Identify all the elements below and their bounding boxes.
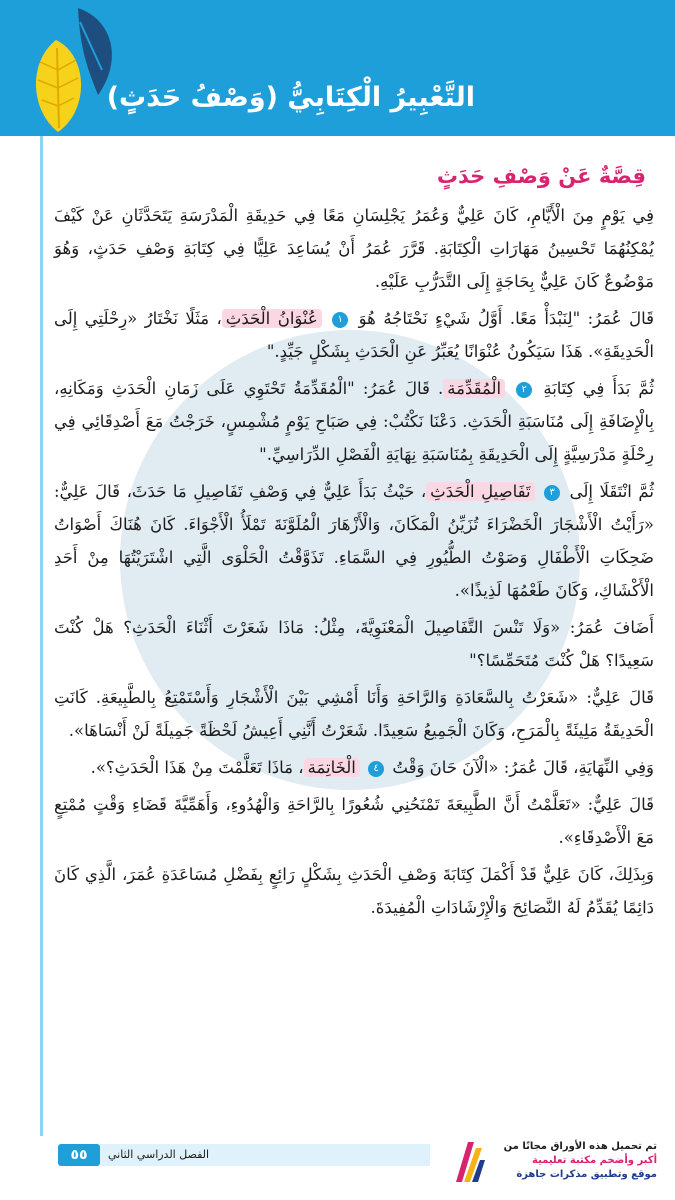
promo-line-3: موقع وتطبيق مذكرات جاهزة [516, 1169, 657, 1180]
paragraph-text: ثُمَّ انْتَقَلَا إِلَى [569, 482, 654, 501]
paragraph-intro: فِي يَوْمٍ مِنَ الْأَيَّامِ، كَانَ عَلِيٌّ وَعُمَرُ يَجْلِسَانِ مَعًا فِي حَدِيقَةِ الْمَدْرَسَةِ يَتَحَدَّثَانِ عَنْ كَيْفَ يُمْكِنُهُمَا تَحْسِينُ مَهَارَاتِ الْكِتَابَةِ. قَرَّرَ عُمَرُ أَنْ يُسَاعِدَ عَلِيًّا فِي كِتَابَةِ وَصْفِ حَدَثٍ، وَهُوَ مَوْضُوعٌ كَانَ عَلِيٌّ بِحَاجَةٍ إِلَى التَّدَرُّبِ عَلَيْهِ. [54, 206, 654, 291]
page-header [0, 0, 675, 136]
paragraph-text: ، مَاذَا تَعَلَّمْتَ مِنْ هَذَا الْحَدَثِ؟». [90, 758, 304, 777]
step-marker-4: ٤ [368, 761, 384, 777]
paragraph-text: قَالَ عُمَرُ: "لِنَبْدَأْ مَعًا. أَوَّلُ شَيْءٍ نَحْتَاجُهُ هُوَ [358, 309, 654, 328]
promo-text [457, 1140, 657, 1182]
paragraph-feelings: أَضَافَ عُمَرُ: «وَلَا تَنْسَ التَّفَاصِيلَ الْمَعْنَوِيَّةَ، مِثْلُ: مَاذَا شَعَرْتَ أَثْنَاءَ الْحَدَثِ؟ هَلْ كُنْتَ سَعِيدًا؟ هَلْ كُنْتَ مُتَحَمِّسًا؟" [54, 618, 654, 670]
paragraph-ending: وَبِذَلِكَ، كَانَ عَلِيٌّ قَدْ أَكْمَلَ كِتَابَةَ وَصْفِ الْحَدَثِ بِشَكْلٍ رَائِعٍ بِفَضْلِ مُسَاعَدَةِ عُمَرَ، الَّذِي كَانَ دَائِمًا يُقَدِّمُ لَهُ النَّصَائِحَ وَالْإِرْشَادَاتِ الْمُفِيدَةَ. [54, 865, 654, 917]
paragraph-details-step [54, 475, 654, 607]
highlight-conclusion: الْخَاتِمَة [304, 758, 360, 777]
promo-line-2: أكبر وأضخم مكتبة تعليمية [532, 1155, 657, 1166]
page-number: ٥٥ [58, 1144, 100, 1166]
leaf-decoration-icon [18, 0, 128, 136]
paragraph-lesson: قَالَ عَلِيٌّ: «تَعَلَّمْتُ أَنَّ الطَّبِيعَةَ تَمْنَحُنِي شُعُورًا بِالرَّاحَةِ وَالْهُدُوءِ، وَأَهَمِّيَّةَ قَضَاءِ وَقْتٍ مُمْتِعٍ مَعَ الْأَصْدِقَاءِ». [54, 795, 654, 847]
story-content [54, 160, 654, 928]
paragraph-title-step [54, 302, 654, 368]
story-title: قِصَّةٌ عَنْ وَصْفِ حَدَثٍ [436, 164, 646, 188]
page-footer [0, 1136, 675, 1200]
paragraph-text: ثُمَّ بَدَأَ فِي كِتَابَةِ [543, 379, 654, 398]
step-marker-2: ٢ [516, 382, 532, 398]
paragraph-text: وَفِي النِّهَايَةِ، قَالَ عُمَرُ: «الْآنَ حَانَ وَقْتُ [392, 758, 654, 777]
page-title: التَّعْبِيرُ الْكِتَابِيُّ (وَصْفُ حَدَثٍ) [106, 82, 475, 113]
promo-line-1: تم تحميل هذه الأوراق مجانًا من [503, 1141, 657, 1152]
paragraph-text: ، حَيْثُ بَدَأَ عَلِيٌّ فِي وَصْفِ تَفَاصِيلِ مَا حَدَثَ، قَالَ عَلِيٌّ: «رَأَيْتُ الْأَشْجَارَ الْخَضْرَاءَ تُزَيِّنُ الْمَكَانَ، وَالْأَزْهَارَ الْمُلَوَّنَةَ تَمْلَأُ الْأَجْوَاءَ. كَانَ هُنَاكَ أَصْوَاتُ ضَحِكَاتِ الْأَطْفَالِ وَصَوْتُ الطُّيُورِ فِي السَّمَاءِ. تَذَوَّقْتُ الْحَلْوَى الَّتِي اشْتَرَيْتُهَا مِنْ أَحَدِ الْأَكْشَاكِ، وَكَانَ طَعْمُهَا لَذِيذًا». [54, 482, 654, 600]
paragraph-text: ، مَثَلًا نَخْتَارُ «رِحْلَتِي إِلَى الْحَدِيقَةِ». هَذَا سَيَكُونُ عُنْوَانًا يُعَبِّرُ عَنِ الْحَدَثِ بِشَكْلٍ جَيِّدٍ." [54, 309, 654, 361]
highlight-event-title: عُنْوَانُ الْحَدَثِ [222, 309, 322, 328]
paragraph-intro-step [54, 372, 654, 471]
paragraph-text: . قَالَ عُمَرُ: "الْمُقَدِّمَةُ تَحْتَوِي عَلَى زَمَانِ الْحَدَثِ وَمَكَانِهِ، بِالْإِضَافَةِ إِلَى مُنَاسَبَةِ الْحَدَثِ. دَعْنَا نَكْتُبْ: فِي صَبَاحِ يَوْمٍ مُشْمِسٍ، خَرَجْتُ مَعَ أَصْدِقَائِي فِي رِحْلَةٍ مَدْرَسِيَّةٍ إِلَى الْحَدِيقَةِ بِمُنَاسَبَةِ نِهَايَةِ الْفَصْلِ الدِّرَاسِيِّ." [54, 379, 654, 464]
term-label: الفصل الدراسي الثاني [108, 1148, 210, 1161]
highlight-introduction: الْمُقَدِّمَة [443, 379, 505, 398]
step-marker-3: ٣ [544, 485, 560, 501]
paragraph-conclusion-step [54, 751, 654, 784]
highlight-event-details: تَفَاصِيلِ الْحَدَثِ [426, 482, 534, 501]
step-marker-1: ١ [332, 312, 348, 328]
paragraph-ali-feelings: قَالَ عَلِيٌّ: «شَعَرْتُ بِالسَّعَادَةِ وَالرَّاحَةِ وَأَنَا أَمْشِي بَيْنَ الْأَشْجَارِ وَأَسْتَمْتِعُ بِالطَّبِيعَةِ. كَانَتِ الْحَدِيقَةُ مَلِيئَةً بِالْمَرَحِ، وَكَانَ الْجَمِيعُ سَعِيدًا. شَعَرْتُ أَنَّنِي أَعِيشُ لَحْظَةً جَمِيلَةً لَنْ أَنْسَاهَا». [54, 688, 654, 740]
